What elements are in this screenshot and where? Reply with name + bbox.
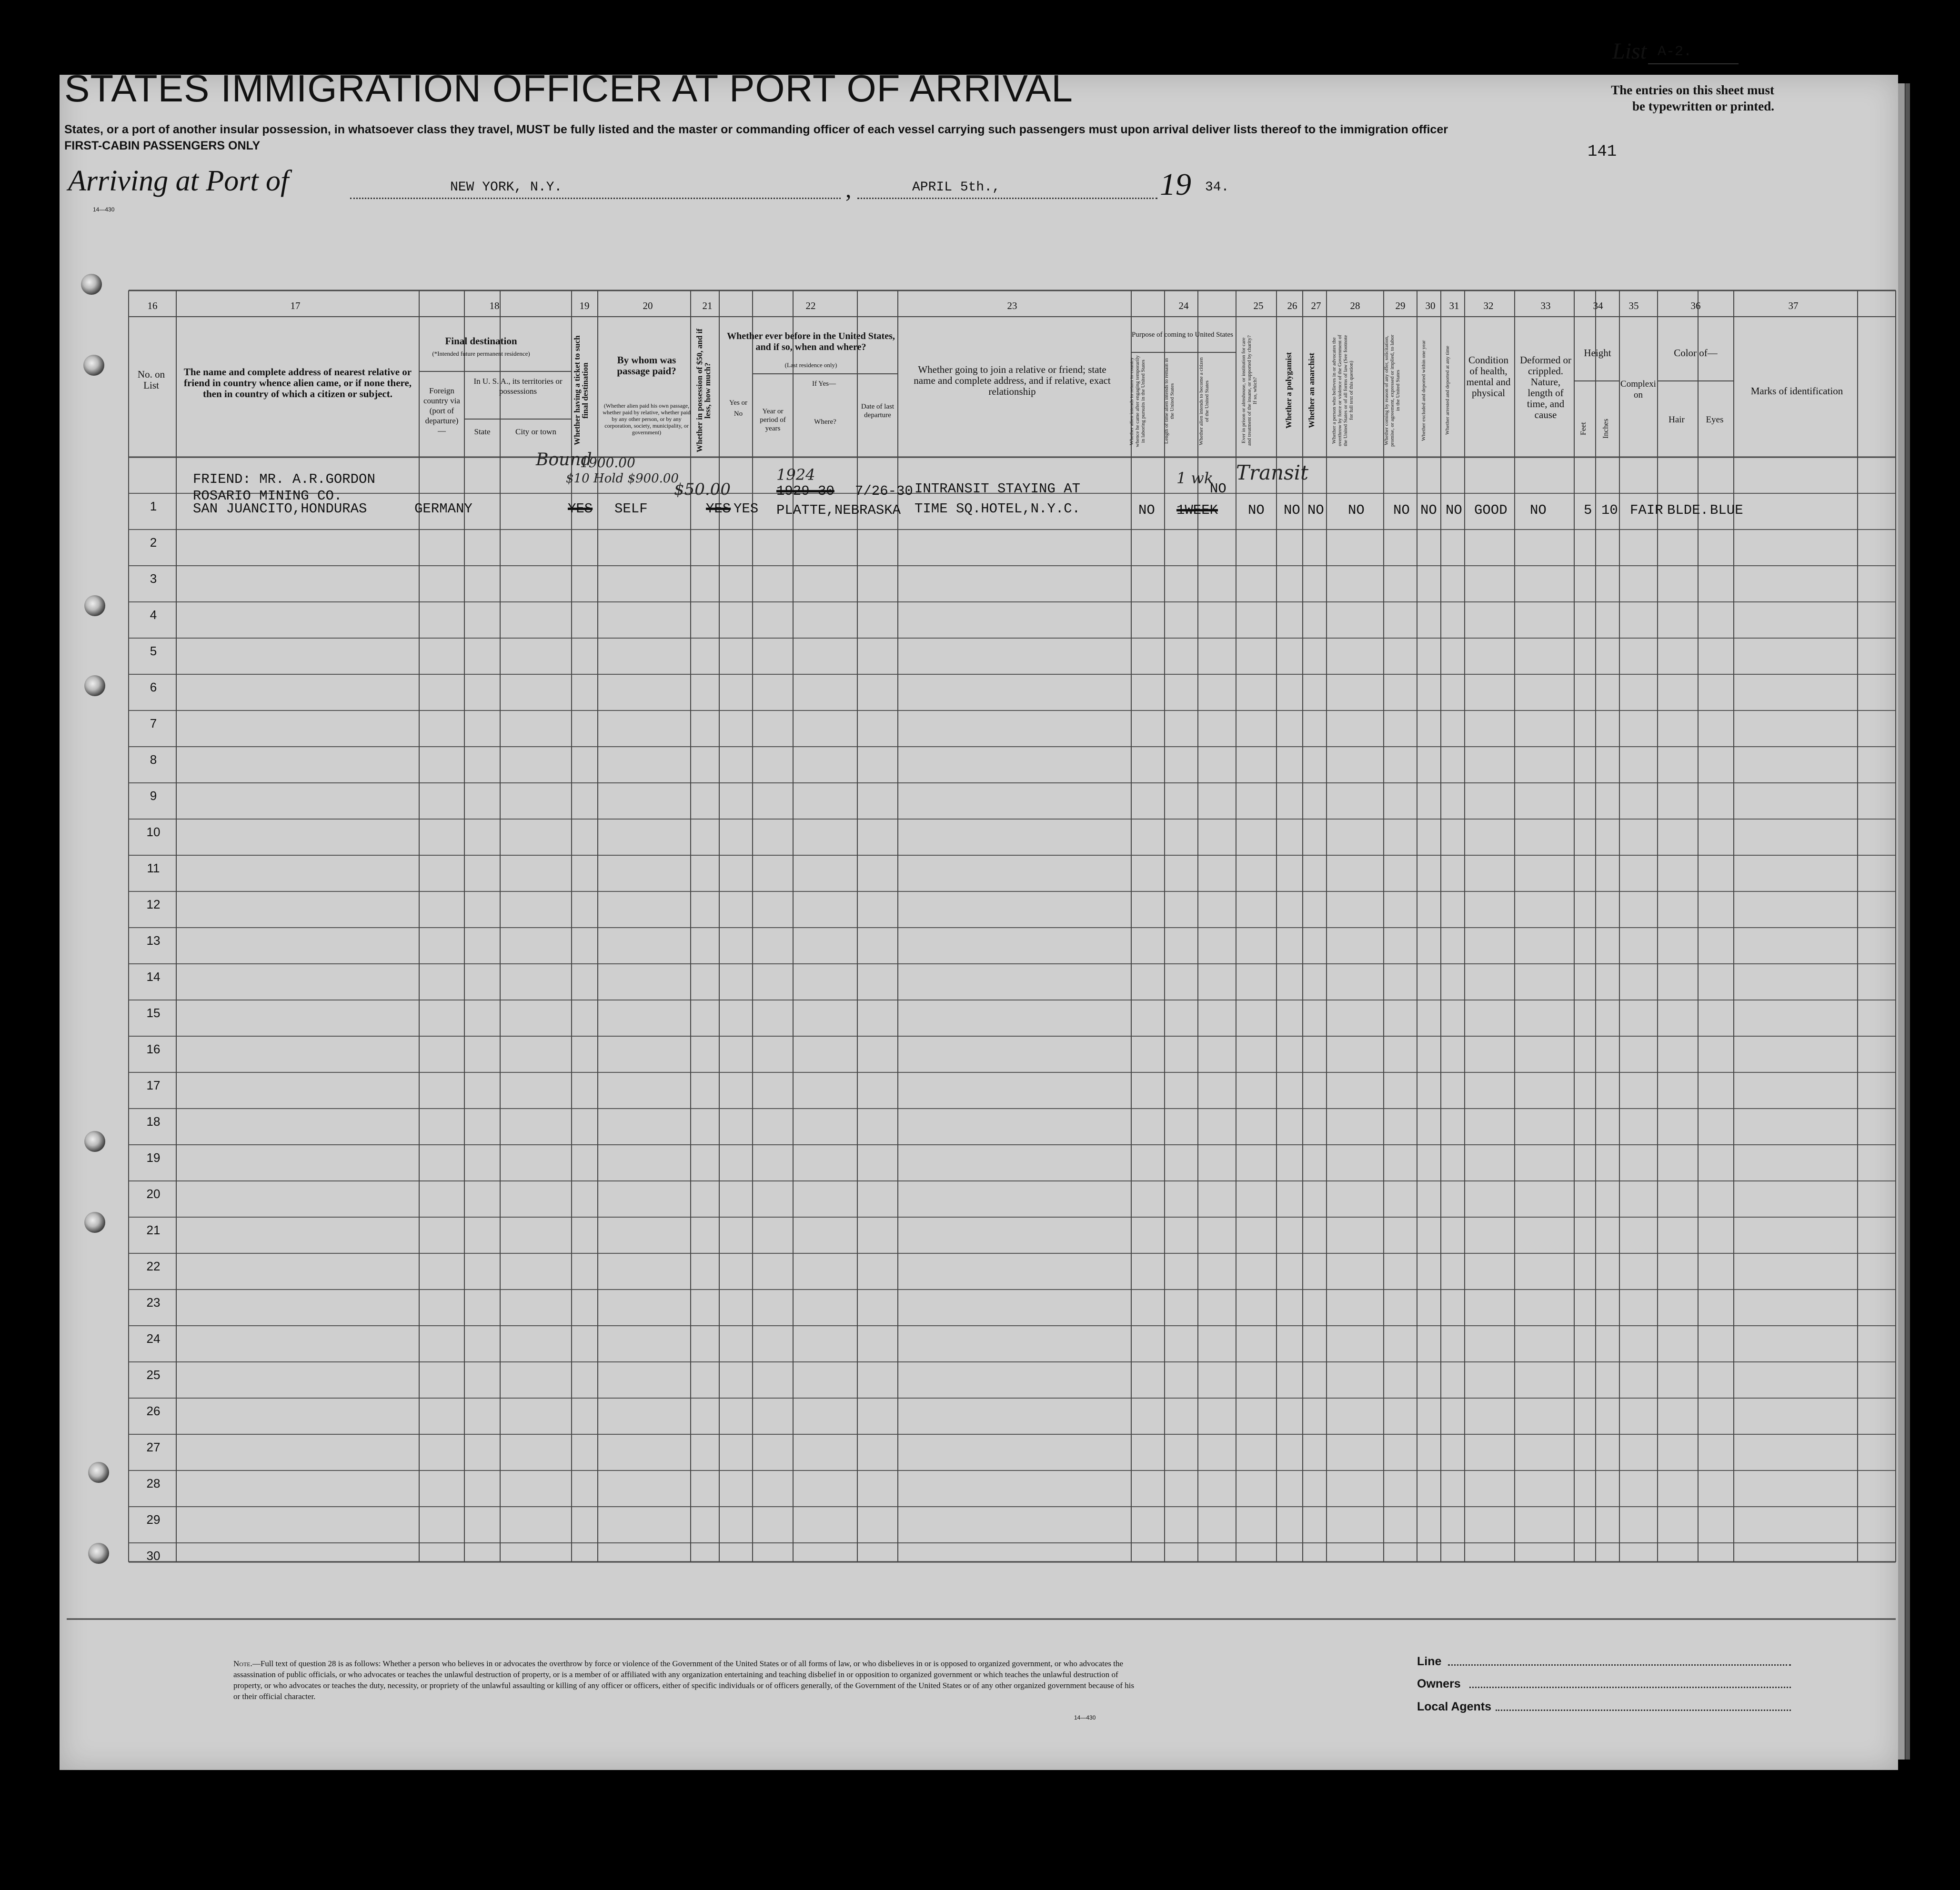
handwritten-hold: $10 Hold $900.00 [566, 471, 679, 486]
relative-line-1: FRIEND: MR. A.R.GORDON [193, 471, 375, 487]
eyes-value: BLUE [1710, 502, 1743, 518]
row-number: 25 [146, 1368, 161, 1382]
header-feet: Feet [1579, 422, 1588, 435]
relative-line-3: SAN JUANCITO,HONDURAS [193, 501, 367, 517]
header-height: Height [1584, 347, 1611, 359]
row-number: 27 [146, 1440, 161, 1454]
header-purpose: Purpose of coming to United States [1132, 331, 1233, 339]
citizen-intent-value: NO [1210, 481, 1226, 497]
header-in-usa: In U. S. A., its territories or possessions [473, 377, 563, 396]
colnum-18: 18 [489, 300, 500, 311]
header-color-of: Color of— [1674, 347, 1718, 359]
relative-line-2: ROSARIO MINING CO. [193, 488, 342, 504]
polygamist-value: NO [1284, 502, 1300, 518]
ticket-value: YES [568, 501, 593, 517]
c25-value: NO [1248, 502, 1265, 518]
header-anarchist: Whether an anarchist [1307, 352, 1316, 429]
colnum-30: 30 [1425, 300, 1436, 311]
possession-value: YES [706, 501, 731, 517]
header-length-stay: Length of time alien intends to remain in the United States [1164, 358, 1175, 444]
header-date-departure: Date of last departure [861, 403, 895, 419]
handwritten-bound: Bound [536, 450, 592, 470]
header-passage-paid: By whom was passage paid? [617, 354, 676, 377]
colnum-19: 19 [579, 300, 590, 311]
header-year-period: Year or period of years [760, 408, 786, 432]
row-number: 13 [146, 933, 161, 948]
intro-line: FIRST-CABIN PASSENGERS ONLY [64, 139, 261, 152]
header-arrested: Whether arrested and deported at any time [1445, 346, 1450, 435]
row-number: 16 [146, 1042, 161, 1056]
row-number: 19 [146, 1150, 161, 1165]
deformed-value: NO [1530, 502, 1547, 518]
header-prison: Ever in prison or almshouse, or institution for care and treatment of the insane, or supported by charity? If so, which? [1241, 335, 1258, 446]
row-number: 1 [150, 499, 157, 513]
header-no-on-list: No. on List [137, 369, 165, 391]
header-polygamist: Whether a polygamist [1284, 352, 1293, 429]
header-inches: Inches [1602, 419, 1610, 439]
year-suffix: 34. [1205, 180, 1229, 195]
form-number: 14—430 [1074, 1714, 1096, 1721]
row-number: 4 [150, 608, 157, 622]
footnote-text: —Full text of question 28 is as follows: Whether a person who believes in or advocates the overthrow by force or violence of the Government of the United States or of all forms of law, or who disbelieves in or is opposed to organized government, or who advocates the assassination of public officials, or who advocates or teaches the unlawful destruction of property, or is a member of or affiliated with any organization entertaining and teaching disbelief in or opposition to organized government or which teaches the unlawful destruction of property, or who advocates or teaches the duty, necessity, or propriety of the unlawful assaulting or killing of any officer or officers, either of specific individuals or of officers generally, of the Government of the United States or of any other organized government because of his or their official character. [233, 1659, 1135, 1701]
header-deformed: Deformed or crippled. Nature, length of time, and cause [1520, 354, 1571, 420]
colnum-32: 32 [1483, 300, 1494, 311]
footnote-lead: Note. [233, 1659, 252, 1668]
date-value: APRIL 5th., [912, 180, 1000, 195]
row-number: 21 [146, 1223, 161, 1237]
labor-offer-value: NO [1393, 502, 1410, 518]
joining-line-2: TIME SQ.HOTEL,N.Y.C. [915, 501, 1081, 517]
colnum-34: 34 [1593, 300, 1603, 311]
health-value: GOOD [1474, 502, 1508, 518]
where-value: PLATTE,NEBRASKA [776, 502, 901, 518]
handwritten-one-week: 1 wk [1176, 469, 1214, 487]
joining-line-1: INTRANSIT STAYING AT [915, 481, 1081, 497]
row-number: 11 [147, 861, 160, 875]
overthrow-value: NO [1348, 502, 1365, 518]
colnum-35: 35 [1628, 300, 1639, 311]
paid-by-value: SELF [614, 501, 648, 517]
list-value: A-2. [1658, 44, 1692, 60]
colnum-28: 28 [1350, 300, 1360, 311]
length-stay-value: 1WEEK [1176, 502, 1218, 518]
row-number: 26 [146, 1404, 161, 1418]
colnum-21: 21 [702, 300, 713, 311]
colnum-16: 16 [147, 300, 158, 311]
local-agents-field [1496, 1710, 1791, 1711]
colnum-22: 22 [805, 300, 816, 311]
feet-value: 5 [1584, 502, 1592, 518]
row-number: 10 [146, 825, 161, 839]
colnum-27: 27 [1311, 300, 1321, 311]
year-prefix: 19 [1160, 167, 1191, 202]
owners-field [1469, 1687, 1791, 1688]
colnum-29: 29 [1395, 300, 1406, 311]
colnum-26: 26 [1287, 300, 1297, 311]
header-relative: The name and complete address of nearest relative or friend in country whence alien came, or if none there, then in country of which a citizen or subject. [183, 366, 412, 400]
header-ever-before: Whether ever before in the United States, and if so, when and where? [727, 331, 895, 352]
row-number: 7 [150, 716, 157, 730]
handwritten-year: 1924 [776, 466, 815, 484]
footnote [233, 1658, 1138, 1702]
row-number: 20 [146, 1187, 161, 1201]
header-marks: Marks of identification [1750, 385, 1843, 397]
header-final-destination: Final destination [445, 335, 517, 347]
header-if-yes: If Yes— [812, 380, 836, 388]
entries-note-line: be typewritten or printed. [1632, 99, 1774, 113]
colnum-23: 23 [1007, 300, 1017, 311]
return-intent-value: NO [1138, 502, 1155, 518]
handwritten-transit: Transit [1236, 461, 1309, 484]
period-value: 1929-30 [776, 483, 834, 499]
colnum-37: 37 [1788, 300, 1799, 311]
header-joining: Whether going to join a relative or friend; state name and complete address, and if relative, exact relationship [914, 364, 1111, 397]
header-hair: Hair [1669, 415, 1685, 425]
row-number: 5 [150, 644, 157, 658]
header-possession-50: Whether in possession of $50, and if less, how much? [695, 329, 712, 452]
header-where: Where? [814, 418, 836, 426]
header-return-intent: Whether alien intends to return to country whence he came after engaging temporarily in laboring pursuits in the United States [1129, 355, 1146, 447]
page-number: 141 [1588, 143, 1617, 161]
foreign-country: GERMANY [414, 501, 472, 517]
row-number: 22 [146, 1259, 161, 1273]
form-title: STATES IMMIGRATION OFFICER AT PORT OF ARRIVAL [64, 67, 1073, 110]
header-citizen-intent: Whether alien intends to become a citizen of the United States [1198, 357, 1210, 445]
row-number: 8 [150, 752, 157, 767]
port-value: NEW YORK, N.Y. [450, 180, 563, 195]
entries-note-line: The entries on this sheet must [1611, 83, 1774, 97]
line-label: Line [1417, 1655, 1442, 1668]
header-health: Condition of health, mental and physical [1466, 354, 1511, 399]
colnum-25: 25 [1253, 300, 1264, 311]
header-last-residence: (Last residence only) [784, 361, 837, 369]
anarchist-value: NO [1307, 502, 1324, 518]
line-field [1448, 1664, 1791, 1666]
row-number: 17 [146, 1078, 161, 1092]
hair-value: BLDE. [1667, 502, 1709, 518]
row-number: 6 [150, 680, 157, 694]
colnum-33: 33 [1540, 300, 1551, 311]
intro-line: States, or a port of another insular possession, in whatsoever class they travel, MUST be fully listed and the master or commanding officer of each vessel carrying such passengers must upon arrival deliver lists thereof to the immigration officer [64, 123, 1448, 136]
colnum-36: 36 [1690, 300, 1701, 311]
header-excluded: Whether excluded and deported within one year [1421, 340, 1427, 441]
excluded-value: NO [1420, 502, 1437, 518]
list-label: List [1612, 39, 1647, 64]
row-number: 24 [146, 1331, 161, 1346]
row-number: 15 [146, 1006, 161, 1020]
header-state: State [474, 427, 491, 436]
row-number: 14 [146, 970, 161, 984]
form-mark: 14—430 [93, 206, 115, 213]
row-number: 29 [146, 1512, 161, 1527]
owners-label: Owners [1417, 1677, 1461, 1690]
header-eyes: Eyes [1706, 415, 1724, 425]
row-number: 2 [150, 535, 157, 550]
complexion-value: FAIR [1630, 502, 1663, 518]
colnum-20: 20 [643, 300, 653, 311]
handwritten-amount: 1900.00 [580, 455, 635, 470]
header-foreign-country: Foreign country via (port of departure)— [423, 386, 460, 435]
colnum-31: 31 [1449, 300, 1459, 311]
before-in-us-value: YES [734, 501, 759, 517]
handwritten-fifty: $50.00 [674, 480, 731, 499]
row-number: 30 [146, 1549, 161, 1563]
row-number: 3 [150, 571, 157, 586]
header-overthrow: Whether a person who believes in or advocates the overthrow by force or violence of the Government of the United States or of all forms of law (See footnote for full text of this question) [1331, 335, 1354, 446]
header-complexion: Complexion [1620, 379, 1656, 400]
header-city: City or town [515, 427, 556, 436]
header-yes-no: Yes or No [729, 399, 748, 418]
local-agents-label: Local Agents [1417, 1700, 1492, 1713]
colnum-17: 17 [290, 300, 301, 311]
row-number: 9 [150, 789, 157, 803]
arrested-value: NO [1446, 502, 1462, 518]
comma: , [845, 176, 852, 202]
header-ticket: Whether having a ticket to such final destination [573, 335, 590, 446]
row-number: 18 [146, 1114, 161, 1129]
header-final-destination-sub: (*Intended future permanent residence) [432, 350, 530, 357]
inches-value: 10 [1601, 502, 1618, 518]
header-labor-offer: Whether coming by reason of any offer, solicitation, promise, or agreement, expressed or implied, to labor in the United States [1384, 334, 1401, 447]
departure-date-value: 7/26-30 [855, 483, 913, 499]
arriving-label: Arriving at Port of [68, 165, 289, 197]
row-number: 12 [146, 897, 161, 911]
colnum-24: 24 [1178, 300, 1189, 311]
header-passage-paid-sub: (Whether alien paid his own passage, whether paid by relative, whether paid by any other person, or by any corporation, society, municipality, or government) [603, 402, 691, 436]
row-number: 23 [146, 1295, 161, 1310]
row-number: 28 [146, 1476, 161, 1490]
